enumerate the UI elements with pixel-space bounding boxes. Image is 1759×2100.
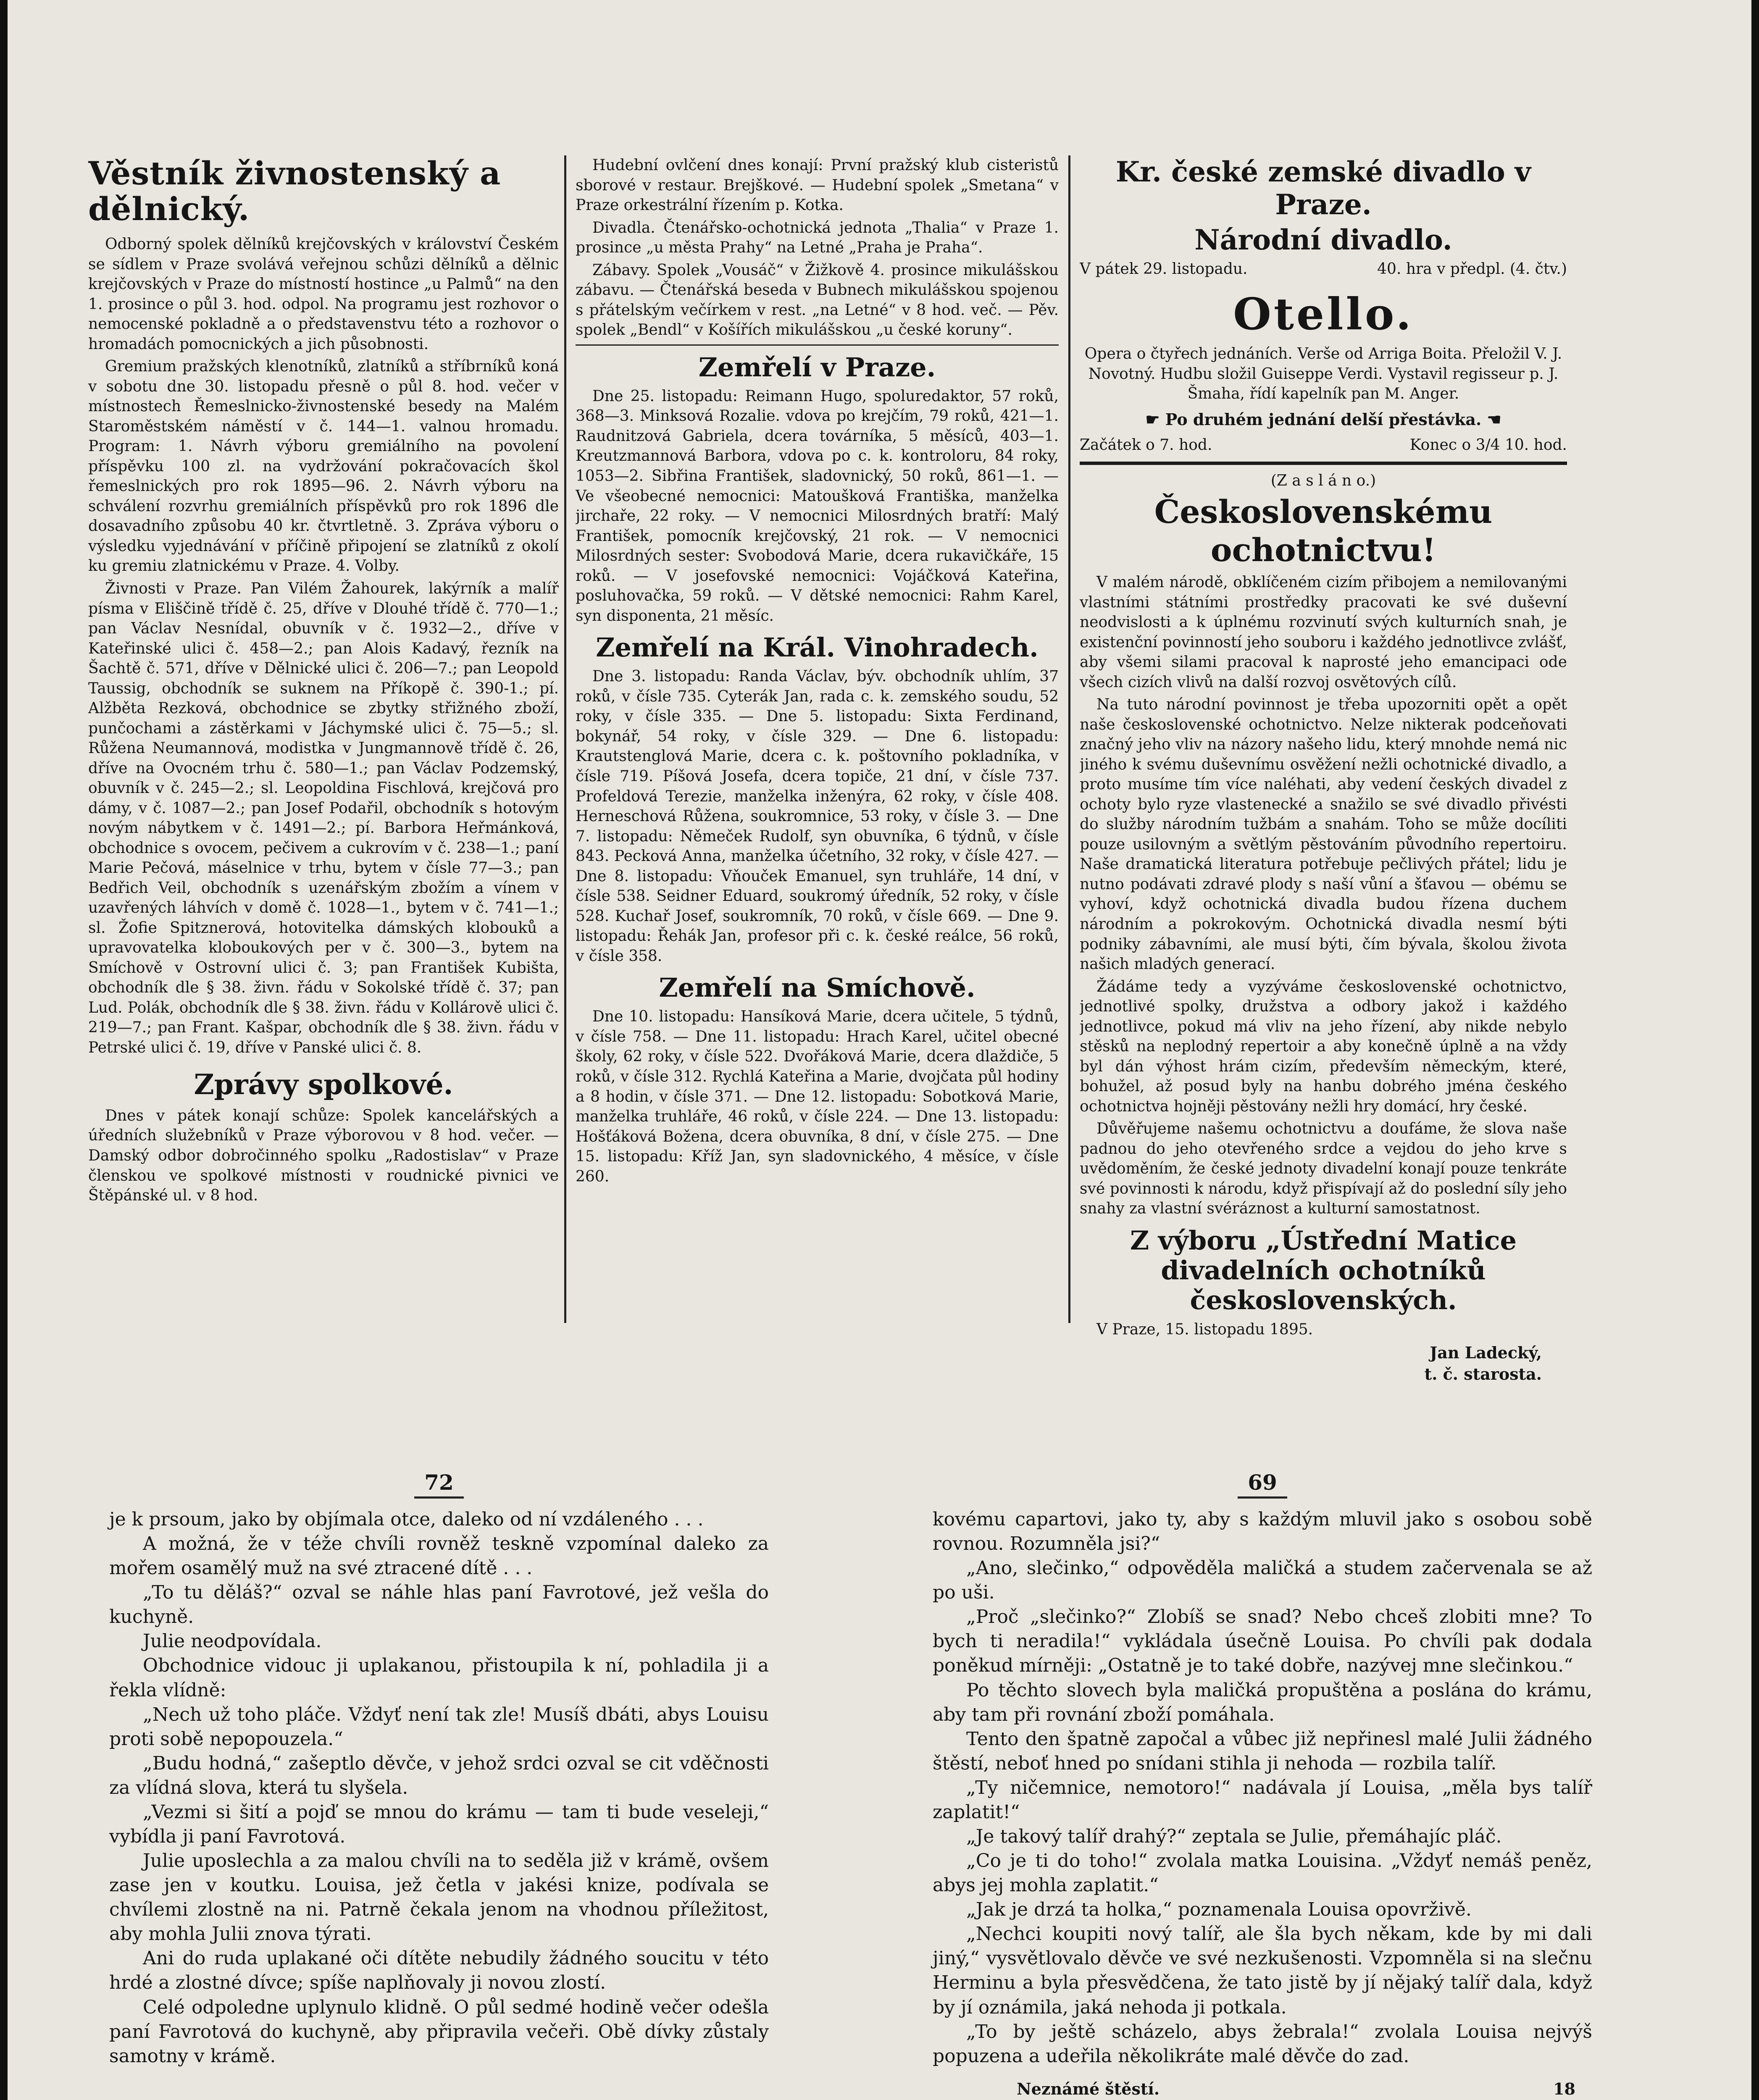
time-row	[1080, 435, 1567, 456]
divider	[576, 344, 1059, 346]
novel-paragraph: Celé odpoledne uplynulo klidně. O půl sedmé hodině večer odešla paní Favrotová do kuchyně, aby připravila večeři. Obě dívky zůstaly samotny v krámě.	[109, 1996, 769, 2067]
appeal-paragraph: Důvěřujeme našemu ochotnictvu a doufáme, že slova naše padnou do jeho otevřeného srdce a vejdou do jeho krve s uvědoměním, že české jednoty divadelní konají pouze tenkráte své povinnosti k národu, když přispívají až do poslední síly jeho snahy za vlastní svéráznost a kulturní samostatnost.	[1080, 1120, 1567, 1218]
news-paragraph: Dnes v pátek konají schůze: Spolek kancelářských a úředních služebníků v Praze výborovou v 8 hod. večer. — Damský odbor dobročinného spolku „Radostislav“ v Praze členskou ve spolkové místnosti v roudnické pivnici ve Štěpánské ul. v 8 hod.	[88, 1107, 559, 1205]
obituary-list: Dne 10. listopadu: Hansíková Marie, dcera učitele, 5 týdnů, v čísle 758. — Dne 11. listopadu: Hrach Karel, učitel obecné školy, 62 roky, v čísle 522. Dvořáková Marie, dcera dlaždiče, 5 roků, v čísle 312. Rychlá Kateřina a Marie, dvojčata půl hodiny a 8 hodin, v čísle 371. — Dne 12. listopadu: Sobotková Marie, manželka truhláře, 46 roků, v čísle 224. — Dne 13. listopadu: Hošťáková Božena, dcera obuvníka, 8 dní, v čísle 275. — Dne 15. listopadu: Kříž Jan, syn sladovnického, 4 měsíce, v čísle 260.	[576, 1008, 1059, 1185]
novel-paragraph: A možná, že v téže chvíli rovněž teskně vzpomínal daleko za mořem osamělý muž na své ztracené dítě . . .	[109, 1533, 769, 1579]
subscription-note: 40. hra v předpl. (4. čtv.)	[1377, 260, 1567, 278]
performance-date: V pátek 29. listopadu.	[1080, 260, 1248, 278]
obituary-list: Dne 25. listopadu: Reimann Hugo, spoluredaktor, 57 roků, 368—3. Minksová Rozalie. vdova po krejčím, 79 roků, 421—1. Raudnitzová Gabriela, dcera továrníka, 5 měsíců, 403—1. Kreutzmannová Barbora, vdova po c. k. kontroloru, 84 roky, 1053—2. Sibřina František, sladovnický, 50 roků, 861—1. — Ve všeobecné nemocnici: Matoušková Františka, manželka jirchaře, 22 roky. — V nemocnici Milosrdných bratří: Malý František, pomocník krejčovský, 21 rok. — V nemocnici Milosrdných sester: Svobodová Marie, dcera rukavičkáře, 15 roků. — V josefovské nemocnici: Vojáčková Kateřina, posluhovačka, 59 roků. — V dětské nemocnici: Rahm Karel, syn disponenta, 21 měsíc.	[576, 387, 1059, 625]
obituary-list: Dne 3. listopadu: Randa Václav, býv. obchodník uhlím, 37 roků, v čísle 735. Cyterák Jan, rada c. k. zemského soudu, 52 roky, v čísle 335. — Dne 5. listopadu: Sixta Ferdinand, bokynář, 54 roky, v čísle 329. — Dne 6. listopadu: Krautstenglová Marie, dcera c. k. poštovního pokladníka, v čísle 719. Píšová Josefa, dcera topiče, 21 dní, v čísle 737. Profeldová Terezie, manželka inženýra, 62 roky, v čísle 408. Herneschová Růžena, soukromnice, 53 roky, v čísle 3. — Dne 7. listopadu: Němeček Rudolf, syn obuvníka, 6 týdnů, v čísle 843. Pecková Anna, manželka účetního, 32 roky, v čísle 427. — Dne 8. listopadu: Vňouček Emanuel, syn truhláře, 14 dní, v čísle 538. Seidner Eduard, soukromý úředník, 52 roky, v čísle 528. Kuchař Josef, soukromník, 70 roků, v čísle 669. — Dne 9. listopadu: Řehák Jan, profesor při c. k. české reálce, 56 roků, v čísle 358.	[576, 668, 1059, 965]
place-date: V Praze, 15. listopadu 1895.	[1096, 1320, 1313, 1338]
scan-edge-left	[0, 0, 8, 2100]
footer-number: 18	[1553, 2079, 1575, 2098]
page-number: 72	[109, 1470, 769, 1495]
novel-paragraph: „Jak je drzá ta holka,“ poznamenala Louisa opovrživě.	[966, 1899, 1472, 1921]
novel-supplement	[92, 1470, 1592, 2100]
news-paragraph: Gremium pražských klenotníků, zlatníků a stříbrníků koná v sobotu dne 30. listopadu přesně o půl 8. hod. večer v místnostech Řemeslnicko-živnostenské besedy na Malém Staroměstském náměstí v č. 144—1. valnou hromadu. Program: 1. Návrh výboru gremiálního na povolení příspěvku 100 zl. na vydržování pokračovacích škol řemeslnických pro rok 1895—96. 2. Návrh výboru na schválení rozvrhu gremiálních příspěvků pro rok 1896 dle dosavadního způsobu 40 kr. čtvrtletně. 3. Zpráva výboru o výsledku vyjednávání v příčině připojení se zlatníků z okolí ku gremiu zlatnickému v Praze. 4. Volby.	[88, 358, 559, 575]
intermission-notice: ☛ Po druhém jednání delší přestávka. ☚	[1145, 410, 1501, 429]
novel-paragraph: Ani do ruda uplakané oči dítěte nebudily žádného soucitu v této hrdé a zlostné dívce; spíše naplňovaly ji novou zlostí.	[109, 1948, 769, 1994]
section-heading: Zprávy spolkové.	[194, 1068, 453, 1101]
column-trade-news	[88, 155, 559, 1208]
newspaper-upper-section	[88, 155, 1567, 1384]
novel-paragraph: „Nech už toho pláče. Vždyť není tak zle! Musíš dbáti, abys Louisu proti sobě nepopouzela.“	[109, 1704, 769, 1750]
theatre-heading: Kr. české zemské divadlo v Praze.	[1115, 155, 1531, 221]
news-paragraph: Hudební ovlčení dnes konají: První pražský klub cisteristů sborové v restaur. Brejškové. — Hudební spolek „Smetana“ v Praze orkestrální řízením p. Kotka.	[576, 157, 1059, 214]
signature-role: t. č. starosta.	[1424, 1365, 1542, 1384]
novel-paragraph: „Je takový talíř drahý?“ zeptala se Julie, přemáhajíc pláč.	[966, 1826, 1502, 1848]
footer-title: Neznámé štěstí.	[1017, 2079, 1160, 2098]
novel-paragraph: „Ty ničemnice, nemotoro!“ nadávala jí Louisa, „měla bys talíř zaplatit!“	[933, 1777, 1592, 1823]
page-number: 69	[933, 1470, 1592, 1495]
appeal-paragraph: Žádáme tedy a vyzýváme československé ochotnictvo, jednotlivé spolky, družstva a odbory jakož i každého jednotlivce, pokud má vliv na jeho řízení, aby nikde nebylo stěsků na neplodný repertoir a aby konečně úplně a na vždy byl dán výhost hrám cizím, především německým, které, bohužel, až posud byly na hanbu dobrého jména českého ochotnictva hojněji pěstovány nežli hry domácí, hry české.	[1080, 978, 1567, 1115]
column-rule	[564, 155, 566, 1323]
column-theatre	[1080, 155, 1567, 1385]
news-paragraph: Živnosti v Praze. Pan Vilém Žahourek, lakýrník a malíř písma v Eliščině třídě č. 25, dříve v Dlouhé třídě č. 770—1.; pan Václav Nesnídal, obuvník v č. 1932—2., dříve v Kateřinské ulici č. 458—2.; pan Alois Kadavý, řezník na Šachtě č. 571, dříve v Dělnické ulici č. 206—7.; pan Leopold Taussig, obchodník se suknem na Příkopě č. 390-1.; pí. Alžběta Rezková, obchodnice se zbytky střižného zboží, punčochami a zástěrkami v Jáchymské ulici č. 75—5.; sl. Růžena Neumannová, modistka v Jungmannově třídě č. 26, dříve na Ovocném trhu č. 580—1.; pan Václav Podzemský, obuvník v č. 245—2.; sl. Leopoldina Fischlová, krejčová pro dámy, v č. 1087—2.; pan Josef Podařil, obchodník s hotovým novým nábytkem v č. 1491—2.; pí. Barbora Heřmánková, obchodnice s ovocem, pečivem a cukrovím v č. 238—1.; paní Marie Pečová, máselnice v trhu, bytem v čísle 77—3.; pan Bedřich Veil, obchodník s uzenářským zbožím a vínem v uzavřených láhvích v domě č. 1028—1., bytem v č. 741—1.; sl. Žofie Spitznerová, hotovitelka dámských klobouků a upravovatelka kloboukových per v č. 300—3., bytem na Smíchově v Ostrovní ulici č. 3; pan František Kubišta, obchodník dle § 38. živn. řádu v Sokolské třídě č. 37; pan Lud. Polák, obchodník dle § 38. živn. řádu v Kollárově ulici č. 219—7.; pan Frant. Kašpar, obchodník dle § 38. živn. řádu v Petrské ulici č. 19, dříve v Panské ulici č. 8.	[88, 580, 559, 1056]
news-paragraph: Zábavy. Spolek „Vousáč“ v Žižkově 4. prosince mikulášskou zábavu. — Čtenářská beseda v Bubnech mikulášskou spojenou s přátelským večírkem v rest. „na Letné“ v 8 hod. več. — Pěv. spolek „Bendl“ v Košířích mikulášskou „u české koruny“.	[576, 261, 1059, 339]
column-announcements	[576, 155, 1059, 1189]
signature-name: Jan Ladecký,	[1430, 1343, 1542, 1362]
appeal-heading: Československému ochotnictvu!	[1154, 493, 1493, 569]
page-footer	[933, 2079, 1592, 2098]
play-description: Opera o čtyřech jednáních. Verše od Arriga Boita. Přeložil V. J. Novotný. Hudbu složil Guiseppe Verdi. Vystavil regisseur p. J. Šmaha, řídí kapelník pan M. Anger.	[1084, 345, 1562, 403]
pointing-hand-icon: ☛	[1145, 410, 1165, 429]
zaslano-label: (Z a s l á n o.)	[1270, 472, 1376, 490]
novel-page-left	[109, 1470, 769, 2068]
play-title: Otello.	[1233, 288, 1414, 340]
novel-paragraph: Obchodnice vidouc ji uplakanou, přistoupila k ní, pohladila ji a řekla vlídně:	[109, 1655, 769, 1701]
stage-name: Národní divadlo.	[1194, 223, 1452, 256]
novel-paragraph: „Nechci koupiti nový talíř, ale šla bych někam, kde by mi dali jiný,“ vysvětlovalo děvče ve své nezkušenosti. Vzpomněla si na slečnu Herminu a byla přesvědčena, že tato jistě by jí nějaký talíř dala, když by jí oznámila, jaká nehoda ji potkala.	[933, 1923, 1592, 2018]
novel-paragraph: Po těchto slovech byla maličká propuštěna a poslána do krámu, aby tam při rovnání zboží pomáhala.	[933, 1679, 1592, 1725]
novel-paragraph: Julie uposlechla a za malou chvíli na to seděla již v krámě, ovšem zase jen v koutku. Louisa, jež četla v jakési knize, podívala se chvílemi zlostně na ni. Patrně čekala jenom na vhodnou příležitost, aby mohla Julii znova týrati.	[109, 1850, 769, 1945]
end-time: Konec o 3/4 10. hod.	[1409, 436, 1567, 454]
start-time: Začátek o 7. hod.	[1080, 436, 1212, 454]
novel-text	[933, 1507, 1592, 2068]
news-paragraph: Divadla. Čtenářsko-ochotnická jednota „Thalia“ v Praze 1. prosince „u města Prahy“ na Letné „Praha je Praha“.	[576, 219, 1059, 257]
novel-paragraph: „Ano, slečinko,“ odpověděla maličká a studem začervenala se až po uši.	[933, 1557, 1592, 1604]
section-heading: Zemřelí na Smíchově.	[659, 972, 975, 1003]
novel-text	[109, 1507, 769, 2068]
novel-paragraph: kovému capartovi, jako ty, aby s každým mluvil jako s osobou sobě rovnou. Rozumněla jsi?“	[933, 1509, 1592, 1555]
scan-edge-right	[1751, 0, 1759, 2100]
novel-paragraph: „To tu děláš?“ ozval se náhle hlas paní Favrotové, jež vešla do kuchyně.	[109, 1582, 769, 1628]
novel-page-right	[933, 1470, 1592, 2098]
column-rule	[1068, 155, 1070, 1323]
performance-date-row	[1080, 259, 1567, 280]
novel-paragraph: „Vezmi si šití a pojď se mnou do krámu — tam ti bude veseleji,“ vybídla ji paní Favrotová.	[109, 1801, 769, 1848]
news-paragraph: Odborný spolek dělníků krejčovských v království Českém se sídlem v Praze svolává veřejnou schůzi dělníků a dělnic krejčovských v Praze do místností hostince „u Palmů“ na den 1. prosince o půl 3. hod. odpol. Na programu jest rozhovor o nemocenské pokladně a o představenstvu této a rozhovor o hromadách pomocnických a jich působnosti.	[88, 236, 559, 353]
divider	[1080, 462, 1567, 465]
novel-paragraph: „Budu hodná,“ zašeptlo děvče, v jehož srdci ozval se cit vděčnosti za vlídná slova, která tu slyšela.	[109, 1752, 769, 1798]
committee-heading: Z výboru „Ústřední Matice divadelních ochotníků československých.	[1130, 1225, 1517, 1316]
appeal-paragraph: V malém národě, obklíčeném cizím přibojem a nemilovanými vlastními státními prostředky pracovati ke své duševní neodvislosti a k úplnému rozvinutí svých kulturních snah, je existenční povinností jeho souboru i každého jednotlivce zvlášť, aby všemi silami pracoval k naprosté jeho emancipaci ode všech cizích vlivů na další rozvoj osvětových cílů.	[1080, 574, 1567, 691]
pointing-hand-icon: ☚	[1481, 410, 1501, 429]
novel-paragraph: „Proč „slečinko?“ Zlobíš se snad? Nebo chceš zlobiti mne? To bych ti neradila!“ vykládala úsečně Louisa. Po chvíli pak dodala poněkud mírněji: „Ostatně je to také dobře, nazývej mne slečinkou.“	[933, 1606, 1592, 1677]
novel-paragraph: „To by ještě scházelo, abys žebrala!“ zvolala Louisa nejvýš popuzena a udeřila několikráte malé děvče do zad.	[933, 2021, 1592, 2067]
section-heading: Zemřelí na Král. Vinohradech.	[596, 632, 1039, 663]
section-heading: Věstník živnostenský a dělnický.	[88, 155, 501, 228]
novel-paragraph: Tento den špatně započal a vůbec již nepřinesl malé Julii žádného štěstí, neboť hned po snídani stihla ji nehoda — rozbila talíř.	[933, 1728, 1592, 1774]
novel-paragraph: Julie neodpovídala.	[143, 1630, 322, 1652]
novel-paragraph: „Co je ti do toho!“ zvolala matka Louisina. „Vždyť nemáš peněz, abys jej mohla zaplatit.“	[933, 1850, 1592, 1896]
appeal-paragraph: Na tuto národní povinnost je třeba upozorniti opět a opět naše československé ochotnictvo. Nelze nikterak podceňovati značný jeho vliv na názory našeho lidu, který mnohde nemá nic jiného k svému duševnímu osvěžení nežli ochotnické divadlo, a proto musíme tím více naléhati, aby vedení českých divadel z ochoty bylo ryze vlastenecké a snažilo se své divadlo přivésti do služby národním tužbám a snahám. Toho se může docíliti pouze usilovným a světlým pěstováním původního repertoiru. Naše dramatická literatura potřebuje pečlivých přátel; lidu je nutno podávati zdravé plody s naší vůní a šťavou — obému se vyhoví, když ochotnická divadla budou řízena duchem národním a pokrokovým. Ochotnická divadla nesmí býti podniky zábavními, ale musí býti, čím bývala, školou života našich mladých generací.	[1080, 696, 1567, 973]
section-heading: Zemřelí v Praze.	[698, 352, 936, 383]
novel-paragraph: je k prsoum, jako by objímala otce, daleko od ní vzdáleného . . .	[109, 1509, 704, 1530]
